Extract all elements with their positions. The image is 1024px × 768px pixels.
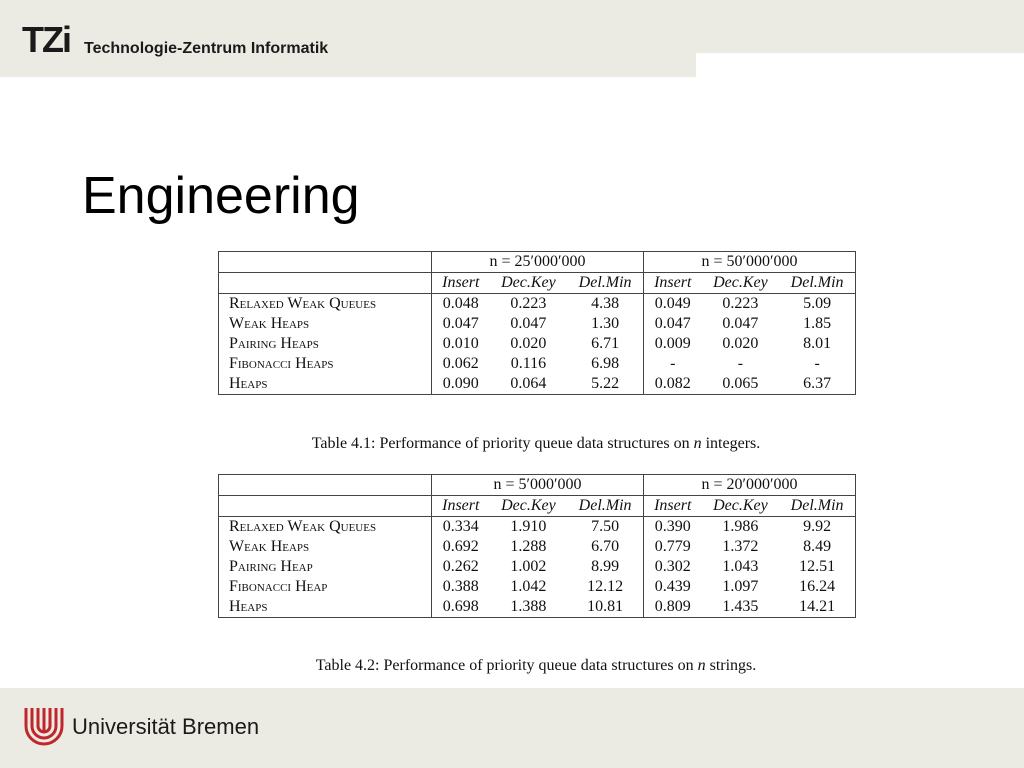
tzi-logo: TZi xyxy=(22,19,70,60)
table-row xyxy=(219,557,856,577)
table-cell: 6.70 xyxy=(567,537,643,557)
row-label: Heaps xyxy=(219,374,432,395)
table-cell: 1.910 xyxy=(510,518,547,535)
column-header: Del.Min xyxy=(779,273,855,294)
table-cell: 0.223 xyxy=(722,295,759,312)
table-cell: - xyxy=(737,355,744,372)
table-row xyxy=(219,314,856,334)
row-label: Pairing Heaps xyxy=(219,334,432,354)
table-cell: 0.779 xyxy=(643,537,701,557)
table-cell: - xyxy=(643,354,701,374)
table-cell: 0.698 xyxy=(432,597,490,618)
row-label: Weak Heaps xyxy=(219,314,432,334)
table-cell: 7.50 xyxy=(567,517,643,538)
table-row xyxy=(219,537,856,557)
table-cell: 0.809 xyxy=(643,597,701,618)
university-seal-icon xyxy=(22,706,66,748)
table-cell: 0.047 xyxy=(432,314,490,334)
table-group-header-row xyxy=(219,475,856,496)
table-cell: 0.064 xyxy=(490,374,568,395)
table-cell: 6.71 xyxy=(567,334,643,354)
table-cell: 1.002 xyxy=(510,558,547,575)
table-cell: 16.24 xyxy=(779,577,855,597)
caption-text: Table 4.2: Performance of priority queue data structures on xyxy=(315,657,698,674)
table-cell: 0.116 xyxy=(510,355,547,372)
table-label-header xyxy=(219,273,432,294)
table-cell: 1.986 xyxy=(722,518,759,535)
performance-table-strings xyxy=(218,474,856,618)
table-cell: 0.010 xyxy=(432,334,490,354)
table-cell: 1.097 xyxy=(722,578,759,595)
footer-org-name: Universität Bremen xyxy=(72,714,260,739)
row-label: Fibonacci Heap xyxy=(219,577,432,597)
table-cell: 1.043 xyxy=(722,558,759,575)
table-row xyxy=(219,374,856,395)
column-header: Insert xyxy=(432,273,490,294)
header-org-name: Technologie-Zentrum Informatik xyxy=(84,40,329,57)
table-cell: 0.223 xyxy=(510,295,547,312)
row-label: Relaxed Weak Queues xyxy=(219,294,432,315)
table-cell: 0.047 xyxy=(643,314,701,334)
table-row xyxy=(219,334,856,354)
table-cell: 8.49 xyxy=(779,537,855,557)
table-corner-cell xyxy=(219,475,432,496)
table-cell: 0.048 xyxy=(432,294,490,315)
column-header: Insert xyxy=(643,496,701,517)
column-header: Dec.Key xyxy=(490,273,568,294)
performance-table-integers xyxy=(218,251,856,395)
table-label-header xyxy=(219,496,432,517)
table-cell: 0.062 xyxy=(432,354,490,374)
row-label: Heaps xyxy=(219,597,432,618)
table-cell: 0.090 xyxy=(432,374,490,395)
column-header: Dec.Key xyxy=(702,496,780,517)
table-cell: 6.37 xyxy=(779,374,855,395)
table-cell: 5.09 xyxy=(779,294,855,315)
table-cell: 0.009 xyxy=(643,334,701,354)
table-group-header: n = 20′000′000 xyxy=(643,475,855,496)
table-row xyxy=(219,577,856,597)
table-cell: 0.020 xyxy=(722,335,759,352)
table-cell: 0.047 xyxy=(510,315,547,332)
table-corner-cell xyxy=(219,252,432,273)
table-cell: 6.98 xyxy=(567,354,643,374)
table-group-header: n = 50′000′000 xyxy=(643,252,855,273)
table-caption xyxy=(186,435,886,453)
table-cell: 0.082 xyxy=(643,374,701,395)
table-cell: 1.042 xyxy=(510,578,547,595)
column-header: Del.Min xyxy=(567,496,643,517)
caption-variable: n xyxy=(693,435,702,452)
row-label: Weak Heaps xyxy=(219,537,432,557)
table-cell: 8.99 xyxy=(567,557,643,577)
table-cell: 5.22 xyxy=(567,374,643,395)
table-cell: 0.390 xyxy=(643,517,701,538)
table-cell: 0.020 xyxy=(510,335,547,352)
column-header: Del.Min xyxy=(567,273,643,294)
table-cell: 1.30 xyxy=(567,314,643,334)
table-cell: 10.81 xyxy=(567,597,643,618)
table-cell: 12.12 xyxy=(567,577,643,597)
table-caption xyxy=(186,657,886,675)
table-cell: 1.372 xyxy=(722,538,759,555)
table-column-header-row xyxy=(219,496,856,517)
column-header: Dec.Key xyxy=(702,273,780,294)
table-cell: 0.692 xyxy=(432,537,490,557)
header-notch xyxy=(696,53,1024,77)
row-label: Fibonacci Heaps xyxy=(219,354,432,374)
table-row xyxy=(219,294,856,315)
table-row xyxy=(219,517,856,538)
row-label: Relaxed Weak Queues xyxy=(219,517,432,538)
row-label: Pairing Heap xyxy=(219,557,432,577)
caption-text: Table 4.1: Performance of priority queue data structures on xyxy=(311,435,694,452)
caption-text: strings. xyxy=(705,657,757,674)
column-header: Del.Min xyxy=(779,496,855,517)
table-cell: 8.01 xyxy=(779,334,855,354)
table-cell: 1.85 xyxy=(779,314,855,334)
table-column-header-row xyxy=(219,273,856,294)
table-row xyxy=(219,354,856,374)
table-cell: 0.302 xyxy=(643,557,701,577)
table-cell: 0.439 xyxy=(643,577,701,597)
table-group-header: n = 25′000′000 xyxy=(432,252,644,273)
table-group-header-row xyxy=(219,252,856,273)
table-cell: 0.047 xyxy=(722,315,759,332)
table-cell: 0.388 xyxy=(432,577,490,597)
table-cell: 0.262 xyxy=(432,557,490,577)
table-cell: 12.51 xyxy=(779,557,855,577)
table-cell: 14.21 xyxy=(779,597,855,618)
table-cell: 4.38 xyxy=(567,294,643,315)
column-header: Insert xyxy=(643,273,701,294)
caption-variable: n xyxy=(697,657,706,674)
table-group-header: n = 5′000′000 xyxy=(432,475,644,496)
column-header: Dec.Key xyxy=(490,496,568,517)
caption-text: integers. xyxy=(701,435,761,452)
table-cell: 1.288 xyxy=(510,538,547,555)
table-cell: 1.388 xyxy=(490,597,568,618)
table-cell: 0.334 xyxy=(432,517,490,538)
table-cell: 0.065 xyxy=(702,374,780,395)
table-cell: 1.435 xyxy=(702,597,780,618)
table-cell: 0.049 xyxy=(643,294,701,315)
column-header: Insert xyxy=(432,496,490,517)
table-cell: 9.92 xyxy=(779,517,855,538)
table-cell: - xyxy=(779,354,855,374)
slide-title: Engineering xyxy=(82,167,360,225)
table-row xyxy=(219,597,856,618)
